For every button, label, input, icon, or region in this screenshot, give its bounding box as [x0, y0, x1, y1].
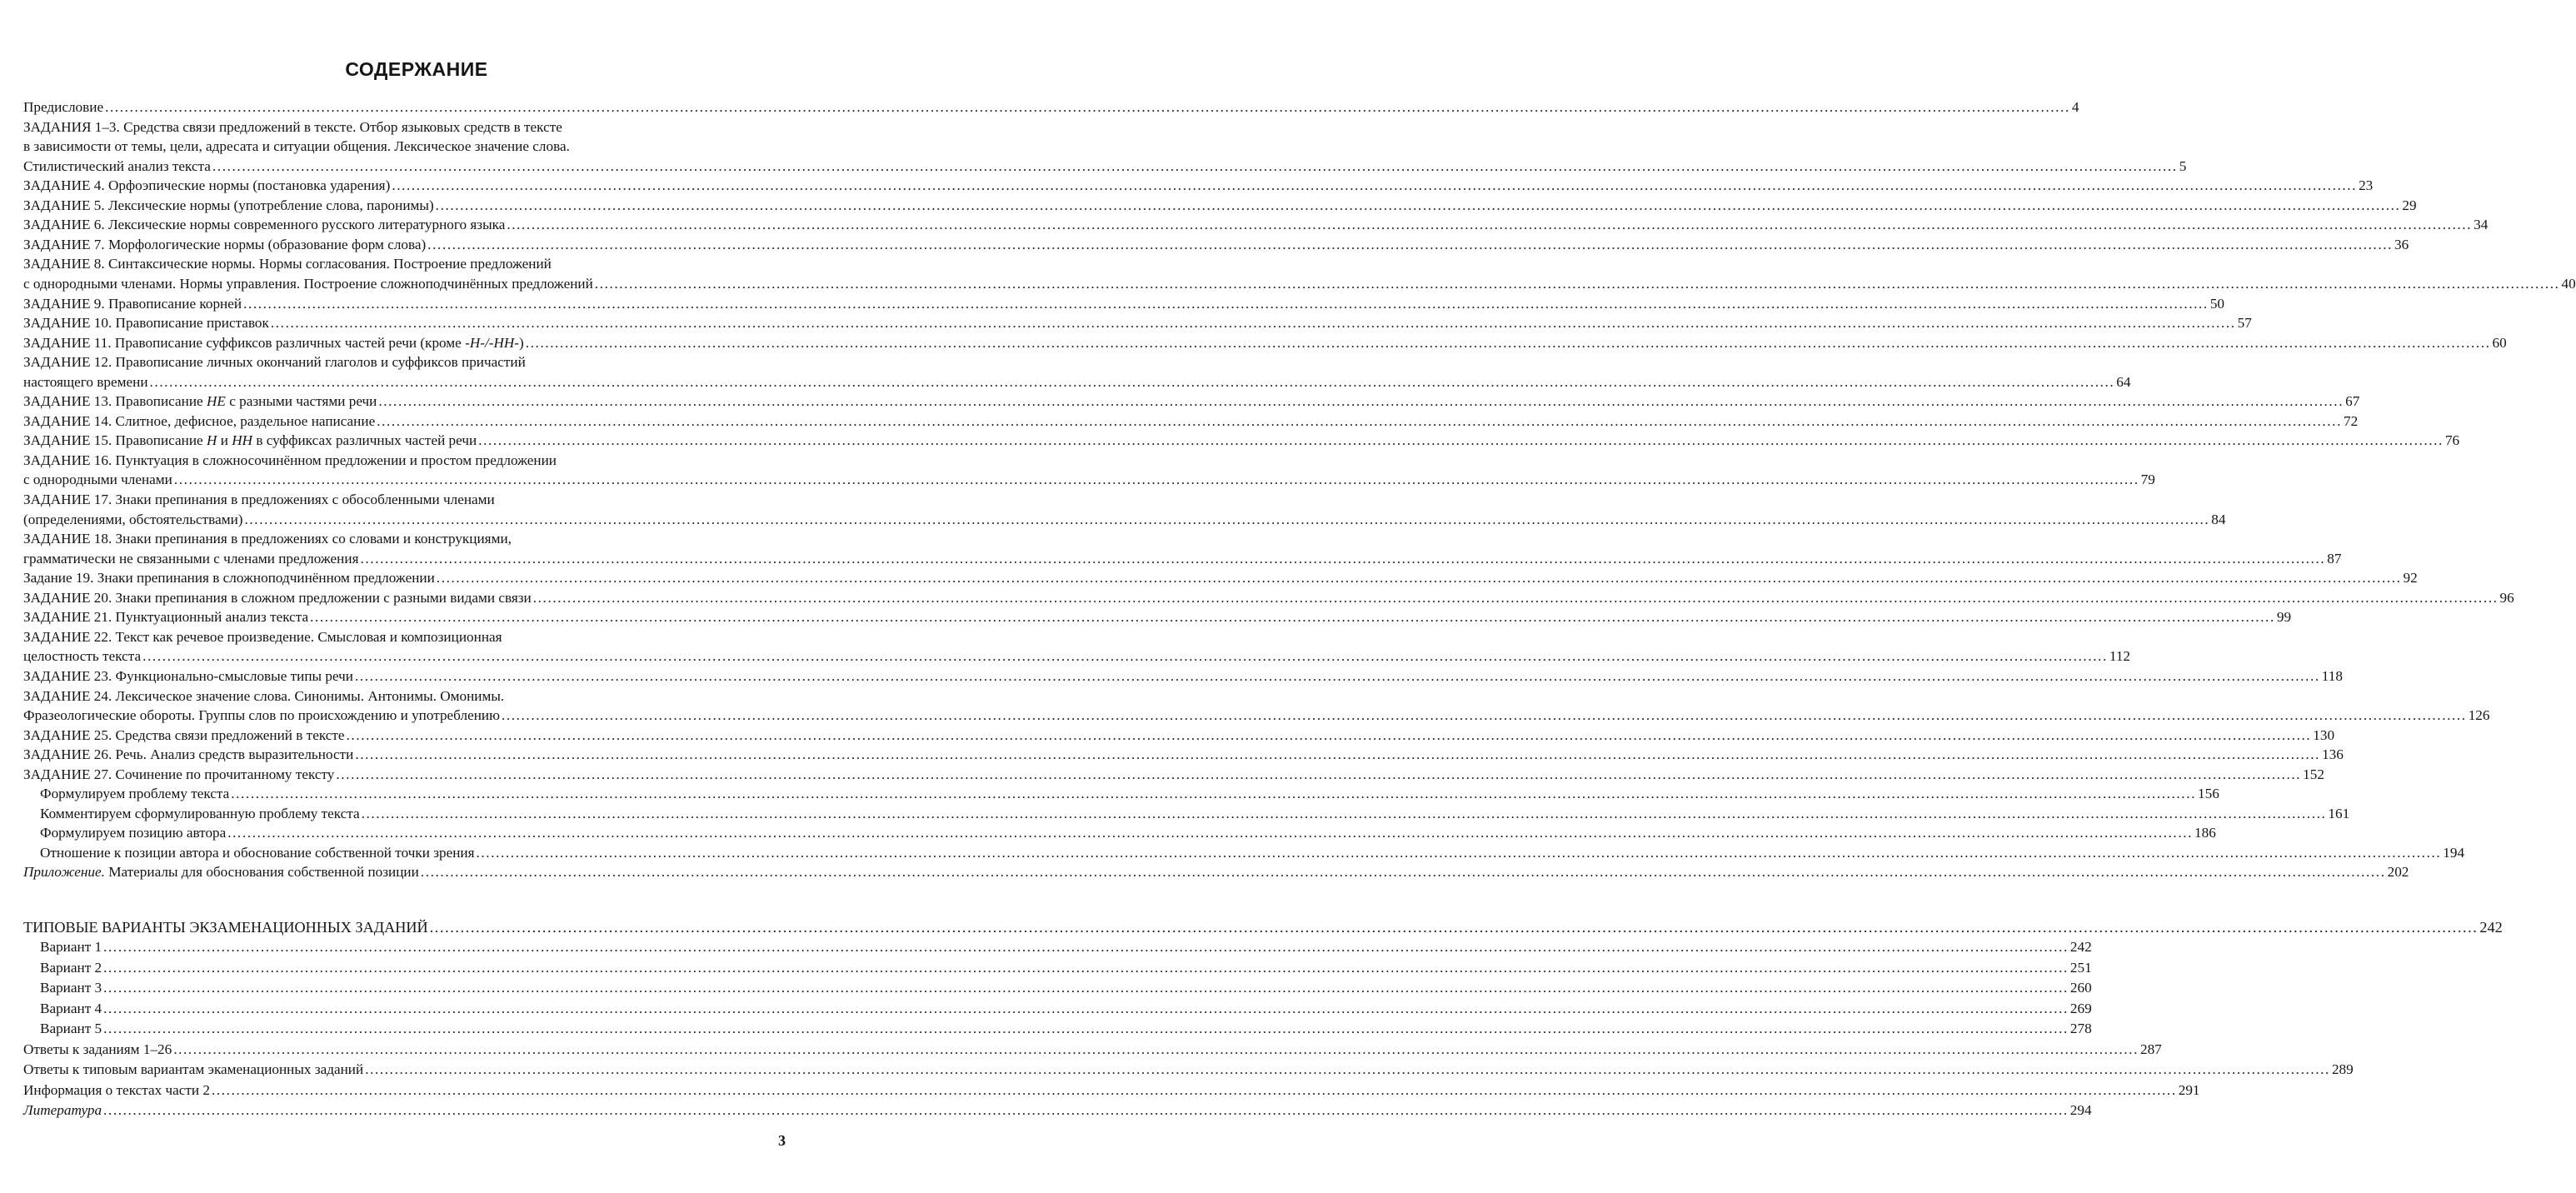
toc-entry-page: 96: [2499, 589, 2514, 606]
toc-entry[interactable]: [40, 843, 2465, 863]
toc-entry[interactable]: [23, 666, 2343, 686]
toc-entry-title: [23, 117, 562, 137]
toc-entry-title: [40, 784, 229, 804]
toc-entry-title-text: с разными частями речи: [225, 393, 377, 410]
toc-entry[interactable]: [23, 1040, 2162, 1060]
toc-entry-title-text: Формулируем позицию автора: [40, 825, 227, 841]
toc-entry-title-text: в зависимости от темы, цели, адресата и ситуации общения. Лексическое значение слова.: [23, 138, 570, 155]
toc-entry[interactable]: [23, 215, 2489, 235]
toc-entry-page: 289: [2331, 1061, 2354, 1078]
toc-entry-title-text: ЗАДАНИЕ 12. Правописание личных окончаний глаголов и суффиксов причастий: [23, 354, 526, 371]
toc-entry-page: 269: [2069, 1000, 2092, 1016]
toc-entry[interactable]: [23, 706, 2490, 726]
toc-entry-page: 278: [2069, 1021, 2092, 1037]
toc-entry-page: 291: [2178, 1081, 2200, 1098]
dot-leader: ................................................................................................................................................................................................................................................................................................................................................................................................................: [392, 177, 2358, 194]
toc-entry-title: [23, 254, 552, 274]
toc-entry-title-text: Фразеологические обороты. Группы слов по происхождению и употреблению: [23, 707, 500, 724]
toc-entry[interactable]: [23, 157, 2187, 177]
toc-entry-title: [23, 412, 375, 432]
toc-entry-title-text: ЗАДАНИЕ 7. Морфологические нормы (образование форм слова): [23, 236, 427, 252]
toc-entry[interactable]: [23, 1060, 2354, 1080]
toc-entry-title: [23, 1101, 102, 1121]
dot-leader: ................................................................................................................................................................................................................................................................................................................................................................................................................: [355, 746, 2321, 763]
toc-entry-title-text: ЗАДАНИЕ 4. Орфоэпические нормы (постановка ударения): [23, 177, 391, 194]
toc-entry-title: [23, 431, 477, 451]
toc-entry-page: 202: [2387, 864, 2409, 881]
toc-entry-title: [40, 999, 102, 1019]
toc-entry[interactable]: [23, 470, 2155, 490]
toc-entry-title-text: ЗАДАНИЕ 15. Правописание: [23, 432, 207, 449]
toc-entry-title: [23, 510, 243, 530]
toc-entry-title: [23, 352, 526, 372]
toc-entry-page: 64: [2116, 373, 2131, 390]
toc-entry-title-text: с однородными членами. Нормы управления. Построение сложноподчинённых предложений: [23, 275, 593, 292]
toc-entry-title: [23, 470, 172, 490]
toc-entry-title: [23, 97, 103, 117]
toc-entry[interactable]: [23, 917, 2503, 937]
toc-entry-title: [23, 1081, 210, 1101]
toc-entry-title-text: Материалы для обоснования собственной позиции: [104, 864, 419, 881]
toc-entry-page: 23: [2359, 177, 2374, 194]
dot-leader: ................................................................................................................................................................................................................................................................................................................................................................................................................: [212, 157, 2178, 174]
toc-entry-title: [23, 529, 512, 549]
toc-entry-title-text: ЗАДАНИЕ 21. Пунктуационный анализ текста: [23, 609, 309, 626]
toc-entry-title-text: грамматически не связанными с членами предложения: [23, 550, 359, 567]
toc-line: [23, 686, 785, 706]
toc-entry-title-text: ЗАДАНИЕ 22. Текст как речевое произведение. Смысловая и композиционная: [23, 628, 502, 645]
toc-entry-page: 161: [2328, 805, 2350, 821]
toc-entry-title: [23, 294, 242, 314]
toc-entry[interactable]: [23, 726, 2335, 746]
dot-leader: ................................................................................................................................................................................................................................................................................................................................................................................................................: [594, 275, 2560, 292]
toc-entry[interactable]: [23, 745, 2344, 765]
toc-entry[interactable]: [23, 196, 2417, 216]
toc-entry-title: [23, 666, 353, 686]
toc-entry[interactable]: [23, 274, 2576, 294]
dot-leader: ................................................................................................................................................................................................................................................................................................................................................................................................................: [227, 825, 2194, 841]
toc-entry-title: [23, 490, 495, 510]
toc-entry-page: 4: [2071, 99, 2079, 115]
toc-entry-page: 242: [2069, 939, 2092, 956]
toc-entry-page: 36: [2394, 236, 2409, 252]
toc-entry[interactable]: [23, 1081, 2200, 1101]
toc-line: [23, 490, 785, 510]
dot-leader: ................................................................................................................................................................................................................................................................................................................................................................................................................: [507, 217, 2473, 233]
dot-leader: ................................................................................................................................................................................................................................................................................................................................................................................................................: [244, 511, 2210, 527]
toc-entry[interactable]: [40, 937, 2092, 957]
toc-entry-page: 76: [2444, 432, 2460, 449]
toc-entry-page: 84: [2211, 511, 2226, 527]
toc-entry-title: [40, 823, 226, 843]
toc-entry-title-text: Ответы к заданиям 1–26: [23, 1041, 172, 1057]
toc-entry-title-text: ЗАДАНИЕ 11. Правописание суффиксов различных частей речи (кроме: [23, 334, 466, 351]
toc-entry-page: 156: [2198, 786, 2219, 802]
toc-line: [23, 627, 785, 647]
toc-entry-title-text: ЗАДАНИЕ 27. Сочинение по прочитанному тексту: [23, 766, 335, 782]
dot-leader: ................................................................................................................................................................................................................................................................................................................................................................................................................: [103, 1021, 2069, 1037]
toc-entry-title-text: с однородными членами: [23, 472, 172, 488]
toc-entry-title-italic: НН: [232, 432, 253, 449]
toc-entry-title: [23, 196, 434, 216]
dot-leader: ................................................................................................................................................................................................................................................................................................................................................................................................................: [365, 1061, 2330, 1078]
toc-entry[interactable]: [40, 804, 2350, 824]
toc-entry-page: 136: [2322, 746, 2344, 763]
toc-entry-title-text: Вариант 4: [40, 1000, 102, 1016]
toc-entry-title: [40, 843, 475, 863]
page-number: 3: [778, 1132, 786, 1149]
toc-entry-title-text: (определениями, обстоятельствами): [23, 511, 243, 527]
toc-entry[interactable]: [23, 862, 2409, 882]
toc-entry-title-text: ЗАДАНИЕ 25. Средства связи предложений в тексте: [23, 726, 345, 743]
toc-entry-title-text: ЗАДАНИЯ 1–3. Средства связи предложений в тексте. Отбор языковых средств в тексте: [23, 118, 562, 135]
toc-entry-page: 130: [2313, 726, 2335, 743]
toc-entry[interactable]: [23, 431, 2460, 451]
toc-entry-title-italic: Приложение.: [23, 864, 105, 881]
toc-entry-page: 294: [2069, 1102, 2092, 1119]
toc-entry[interactable]: [23, 235, 2409, 255]
toc-entry-title: [23, 627, 502, 647]
toc-entry-title-text: Вариант 2: [40, 959, 102, 976]
toc-entry-title-text: ЗАДАНИЕ 17. Знаки препинания в предложениях с обособленными членами: [23, 492, 495, 507]
toc-entry-page: 118: [2321, 667, 2343, 684]
toc-entry-title: [23, 917, 428, 937]
toc-entry-title: [23, 215, 505, 235]
toc-entry-page: 242: [2479, 919, 2503, 936]
toc-entry-title-text: ТИПОВЫЕ ВАРИАНТЫ ЭКЗАМЕНАЦИОННЫХ ЗАДАНИЙ: [23, 919, 428, 936]
toc-entry-title-text: Отношение к позиции автора и обоснование собственной точки зрения: [40, 844, 475, 861]
toc-entry-title-text: Задание 19. Знаки препинания в сложноподчинённом предложении: [23, 570, 435, 587]
toc-line: [23, 352, 785, 372]
toc-entry-page: 112: [2109, 648, 2131, 665]
toc-entry-title-text: ЗАДАНИЕ 10. Правописание приставок: [23, 315, 269, 332]
toc-entry-title-italic: -Н-/-НН-: [465, 334, 520, 351]
toc-entry-title-text: Формулируем проблему текста: [40, 786, 230, 802]
toc-entry[interactable]: [23, 372, 2131, 392]
toc-entry[interactable]: [23, 176, 2374, 196]
dot-leader: ................................................................................................................................................................................................................................................................................................................................................................................................................: [435, 197, 2401, 213]
toc-entry-title: [23, 745, 353, 765]
toc-entry-title: [23, 706, 500, 726]
toc-entry-page: 92: [2403, 570, 2418, 587]
toc-entry[interactable]: [40, 958, 2092, 978]
toc-entry-title: [23, 176, 390, 196]
toc-entry-page: 79: [2140, 472, 2155, 488]
toc-entry-title: [23, 862, 419, 882]
dot-leader: ................................................................................................................................................................................................................................................................................................................................................................................................................: [149, 373, 2115, 390]
dot-leader: ................................................................................................................................................................................................................................................................................................................................................................................................................: [427, 236, 2394, 252]
toc-entry[interactable]: [23, 294, 2225, 314]
toc-entry-title: [23, 274, 593, 294]
dot-leader: ................................................................................................................................................................................................................................................................................................................................................................................................................: [103, 980, 2069, 996]
dot-leader: ................................................................................................................................................................................................................................................................................................................................................................................................................: [211, 1081, 2177, 1098]
toc-entry-page: 5: [2179, 157, 2187, 174]
toc-entry-page: 50: [2209, 295, 2225, 312]
toc-entry-title-text: ЗАДАНИЕ 5. Лексические нормы (употребление слова, паронимы): [23, 197, 434, 213]
toc-entry-title: [40, 978, 102, 998]
toc-entry-title-text: ЗАДАНИЕ 23. Функционально-смысловые типы речи: [23, 667, 354, 684]
toc-entry-title: [23, 568, 435, 588]
dot-leader: ................................................................................................................................................................................................................................................................................................................................................................................................................: [310, 609, 2275, 626]
toc-entry[interactable]: [40, 999, 2092, 1019]
toc-entry-title-text: в суффиксах различных частей речи: [252, 432, 477, 449]
toc-entry-page: 34: [2474, 217, 2489, 233]
dot-leader: ................................................................................................................................................................................................................................................................................................................................................................................................................: [378, 393, 2344, 410]
dot-leader: ................................................................................................................................................................................................................................................................................................................................................................................................................: [103, 959, 2069, 976]
dot-leader: ................................................................................................................................................................................................................................................................................................................................................................................................................: [436, 570, 2402, 587]
dot-leader: ................................................................................................................................................................................................................................................................................................................................................................................................................: [501, 707, 2467, 724]
dot-leader: ................................................................................................................................................................................................................................................................................................................................................................................................................: [420, 864, 2386, 881]
toc-entry-title-text: Вариант 3: [40, 980, 102, 996]
toc-entry-title: [23, 137, 570, 157]
dot-leader: ................................................................................................................................................................................................................................................................................................................................................................................................................: [173, 1041, 2139, 1057]
toc-entry[interactable]: [23, 510, 2226, 530]
dot-leader: ................................................................................................................................................................................................................................................................................................................................................................................................................: [270, 315, 2236, 332]
toc-entry[interactable]: [40, 823, 2216, 843]
dot-leader: ................................................................................................................................................................................................................................................................................................................................................................................................................: [103, 1102, 2069, 1119]
toc-entry-title-text: Предисловие: [23, 99, 104, 115]
toc-line: [23, 117, 785, 137]
toc-entry-page: 40: [2561, 275, 2576, 292]
toc-entry-title: [23, 607, 308, 627]
toc-entry[interactable]: [40, 978, 2092, 998]
toc-entry-title: [23, 333, 524, 353]
dot-leader: ................................................................................................................................................................................................................................................................................................................................................................................................................: [355, 667, 2320, 684]
toc-entry-title-text: и: [217, 432, 232, 449]
toc-entry-title: [40, 804, 360, 824]
toc-entry-page: 186: [2194, 825, 2216, 841]
toc-entry-title-text: ЗАДАНИЕ 14. Слитное, дефисное, раздельное написание: [23, 412, 376, 429]
dot-leader: ................................................................................................................................................................................................................................................................................................................................................................................................................: [361, 805, 2327, 821]
toc-entry-title-text: ЗАДАНИЕ 13. Правописание: [23, 393, 207, 410]
toc-entry[interactable]: [23, 568, 2418, 588]
toc-line: [23, 451, 785, 471]
toc-entry-title-italic: НЕ: [206, 393, 226, 410]
toc-entry-title-text: ЗАДАНИЕ 8. Синтаксические нормы. Нормы согласования. Построение предложений: [23, 256, 552, 272]
toc-entry[interactable]: [23, 412, 2359, 432]
dot-leader: ................................................................................................................................................................................................................................................................................................................................................................................................................: [105, 99, 2070, 115]
toc-entry-title-italic: Н: [206, 432, 217, 449]
dot-leader: ................................................................................................................................................................................................................................................................................................................................................................................................................: [103, 939, 2069, 956]
dot-leader: ................................................................................................................................................................................................................................................................................................................................................................................................................: [142, 648, 2108, 665]
toc-entry-title-text: ЗАДАНИЕ 20. Знаки препинания в сложном предложении с разными видами связи: [23, 589, 532, 606]
dot-leader: ................................................................................................................................................................................................................................................................................................................................................................................................................: [173, 472, 2139, 488]
dot-leader: ................................................................................................................................................................................................................................................................................................................................................................................................................: [478, 432, 2444, 449]
toc-line: [23, 254, 785, 274]
toc-entry-title-text: ЗАДАНИЕ 18. Знаки препинания в предложениях со словами и конструкциями,: [23, 531, 512, 547]
toc-entry-title-text: ЗАДАНИЕ 24. Лексическое значение слова. Синонимы. Антонимы. Омонимы.: [23, 687, 505, 704]
toc-entry[interactable]: [23, 97, 2079, 117]
toc-entry[interactable]: [23, 392, 2360, 412]
toc-entry-page: 99: [2276, 609, 2292, 626]
toc-entry-title: [23, 686, 504, 706]
toc-entry-title-text: Стилистический анализ текста: [23, 157, 211, 174]
toc-entry[interactable]: [23, 588, 2514, 608]
toc-entry-page: 251: [2069, 959, 2092, 976]
toc-entry-page: 67: [2345, 393, 2360, 410]
toc-entry-title: [23, 392, 377, 412]
toc-entry-title-text: настоящего времени: [23, 373, 148, 390]
toc-entry-title-text: ЗАДАНИЕ 9. Правописание корней: [23, 295, 242, 312]
toc-entry-title: [23, 1040, 172, 1060]
toc-entry-page: 87: [2327, 550, 2342, 567]
toc-entry-title: [23, 313, 269, 333]
dot-leader: ................................................................................................................................................................................................................................................................................................................................................................................................................: [476, 844, 2442, 861]
toc-entry-title: [23, 765, 334, 785]
toc-entry-title-text: Комментируем сформулированную проблему текста: [40, 805, 360, 821]
toc-entry[interactable]: [23, 765, 2324, 785]
toc-entry-page: 260: [2069, 980, 2092, 996]
toc-entry-title-text: ЗАДАНИЕ 26. Речь. Анализ средств выразительности: [23, 746, 354, 763]
toc-entry-title: [23, 157, 211, 177]
toc-entry-title: [23, 588, 532, 608]
dot-leader: ................................................................................................................................................................................................................................................................................................................................................................................................................: [525, 334, 2491, 351]
toc-entry-title-text: ЗАДАНИЕ 6. Лексические нормы современного русского литературного языка: [23, 217, 506, 233]
toc-entry-page: 152: [2303, 766, 2324, 782]
toc-entry-page: 194: [2443, 844, 2465, 861]
toc-entry-page: 60: [2492, 334, 2507, 351]
dot-leader: ................................................................................................................................................................................................................................................................................................................................................................................................................: [346, 726, 2312, 743]
dot-leader: ................................................................................................................................................................................................................................................................................................................................................................................................................: [360, 550, 2326, 567]
toc-line: [23, 529, 785, 549]
dot-leader: ................................................................................................................................................................................................................................................................................................................................................................................................................: [231, 786, 2196, 802]
dot-leader: ................................................................................................................................................................................................................................................................................................................................................................................................................: [429, 919, 2479, 936]
toc-entry-title: [40, 958, 102, 978]
toc-entry-title: [23, 646, 141, 666]
toc-line: [23, 137, 785, 157]
toc-entry[interactable]: [23, 1101, 2092, 1121]
toc-entry[interactable]: [40, 1019, 2092, 1039]
toc-entry-title: [40, 937, 102, 957]
toc-entry-title-text: целостность текста: [23, 648, 142, 665]
toc-entry-title: [40, 1019, 102, 1039]
toc-entry[interactable]: [23, 333, 2507, 353]
toc-entry[interactable]: [40, 784, 2219, 804]
dot-leader: ................................................................................................................................................................................................................................................................................................................................................................................................................: [377, 412, 2342, 429]
dot-leader: ................................................................................................................................................................................................................................................................................................................................................................................................................: [243, 295, 2209, 312]
toc-entry-page: 29: [2402, 197, 2417, 213]
toc-entry[interactable]: [23, 549, 2342, 569]
toc-entry-title-text: Вариант 5: [40, 1021, 102, 1037]
toc-entry-title: [23, 726, 345, 746]
toc-entry-title: [23, 549, 359, 569]
toc-entry-page: 126: [2468, 707, 2490, 724]
toc-entry-title: [23, 372, 148, 392]
dot-leader: ................................................................................................................................................................................................................................................................................................................................................................................................................: [103, 1000, 2069, 1016]
toc-entry-title-text: Ответы к типовым вариантам экаменационных заданий: [23, 1061, 364, 1078]
toc-entry[interactable]: [23, 313, 2252, 333]
toc-entry-title-text: Вариант 1: [40, 939, 102, 956]
dot-leader: ................................................................................................................................................................................................................................................................................................................................................................................................................: [336, 766, 2302, 782]
toc-entry-title-text: ЗАДАНИЕ 16. Пунктуация в сложносочинённом предложении и простом предложении: [23, 452, 557, 468]
toc-entry-page: 57: [2237, 315, 2252, 332]
toc-entry-title: [23, 451, 557, 471]
toc-entry[interactable]: [23, 646, 2131, 666]
toc-entry[interactable]: [23, 607, 2292, 627]
page-title: СОДЕРЖАНИЕ: [345, 58, 488, 80]
toc-entry-title-text: ): [519, 334, 524, 351]
toc-entry-title-italic: Литература: [23, 1102, 102, 1119]
dot-leader: ................................................................................................................................................................................................................................................................................................................................................................................................................: [532, 589, 2499, 606]
toc-entry-page: 72: [2343, 412, 2359, 429]
toc-entry-title: [23, 1060, 363, 1080]
toc-entry-title: [23, 235, 426, 255]
toc-entry-title-text: Информация о текстах части 2: [23, 1081, 210, 1098]
toc-entry-page: 287: [2139, 1041, 2162, 1057]
